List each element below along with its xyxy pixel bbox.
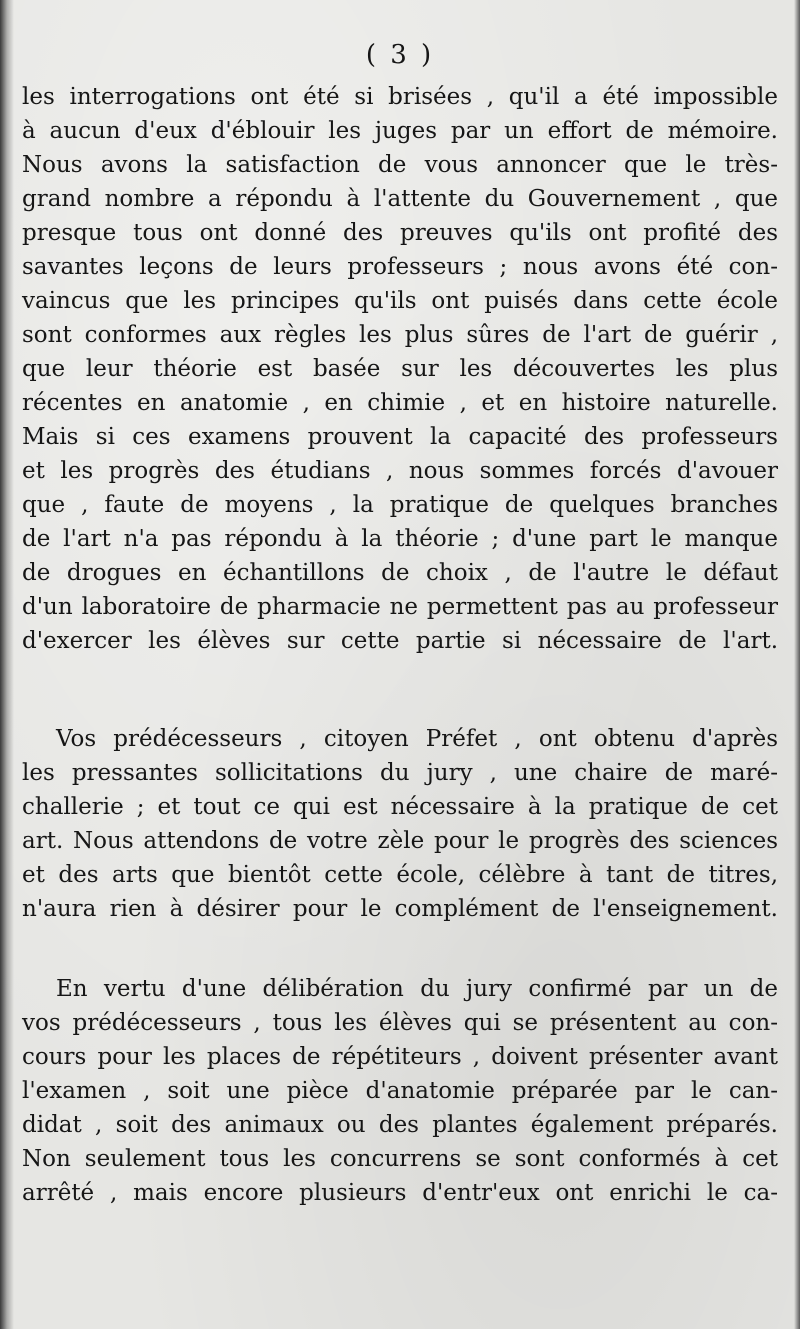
text-line: Non seulement tous les concurrens se sont conformés à cet [22, 1146, 778, 1172]
text-line: vaincus que les principes qu'ils ont puisés dans cette école [22, 288, 778, 314]
text-line: récentes en anatomie , en chimie , et en histoire naturelle. [22, 390, 778, 416]
text-line: cours pour les places de répétiteurs , doivent présenter avant [22, 1044, 778, 1070]
text-line: challerie ; et tout ce qui est nécessaire à la pratique de cet [22, 794, 778, 820]
text-line: Vos prédécesseurs , citoyen Préfet , ont obtenu d'après [56, 726, 778, 752]
text-line: d'exercer les élèves sur cette partie si nécessaire de l'art. [22, 628, 778, 654]
page-edge-shadow [794, 0, 800, 1329]
text-line: l'examen , soit une pièce d'anatomie préparée par le can- [22, 1078, 778, 1104]
text-line: d'un laboratoire de pharmacie ne permettent pas au professeur [22, 594, 778, 620]
text-line: vos prédécesseurs , tous les élèves qui se présentent au con- [22, 1010, 778, 1036]
text-line: Mais si ces examens prouvent la capacité des professeurs [22, 424, 778, 450]
text-line: presque tous ont donné des preuves qu'ils ont profité des [22, 220, 778, 246]
text-line: sont conformes aux règles les plus sûres de l'art de guérir , [22, 322, 778, 348]
text-line: arrêté , mais encore plusieurs d'entr'eux ont enrichi le ca- [22, 1180, 778, 1206]
text-line: de drogues en échantillons de choix , de l'autre le défaut [22, 560, 778, 586]
text-line: à aucun d'eux d'éblouir les juges par un effort de mémoire. [22, 118, 778, 144]
page-binding-shadow [0, 0, 14, 1329]
text-line: que , faute de moyens , la pratique de quelques branches [22, 492, 778, 518]
text-line: grand nombre a répondu à l'attente du Gouvernement , que [22, 186, 778, 212]
text-line: de l'art n'a pas répondu à la théorie ; d'une part le manque [22, 526, 778, 552]
text-line: savantes leçons de leurs professeurs ; nous avons été con- [22, 254, 778, 280]
text-line: n'aura rien à désirer pour le complément de l'enseignement. [22, 896, 778, 922]
text-line: Nous avons la satisfaction de vous annoncer que le très- [22, 152, 778, 178]
text-line: et des arts que bientôt cette école, célèbre à tant de titres, [22, 862, 778, 888]
text-line: les pressantes sollicitations du jury , une chaire de maré- [22, 760, 778, 786]
text-line: didat , soit des animaux ou des plantes également préparés. [22, 1112, 778, 1138]
text-line: les interrogations ont été si brisées , qu'il a été impossible [22, 84, 778, 110]
text-line: En vertu d'une délibération du jury confirmé par un de [56, 976, 778, 1002]
text-line: que leur théorie est basée sur les découvertes les plus [22, 356, 778, 382]
text-line: art. Nous attendons de votre zèle pour le progrès des sciences [22, 828, 778, 854]
page-number: ( 3 ) [365, 40, 435, 70]
text-line: et les progrès des étudians , nous sommes forcés d'avouer [22, 458, 778, 484]
